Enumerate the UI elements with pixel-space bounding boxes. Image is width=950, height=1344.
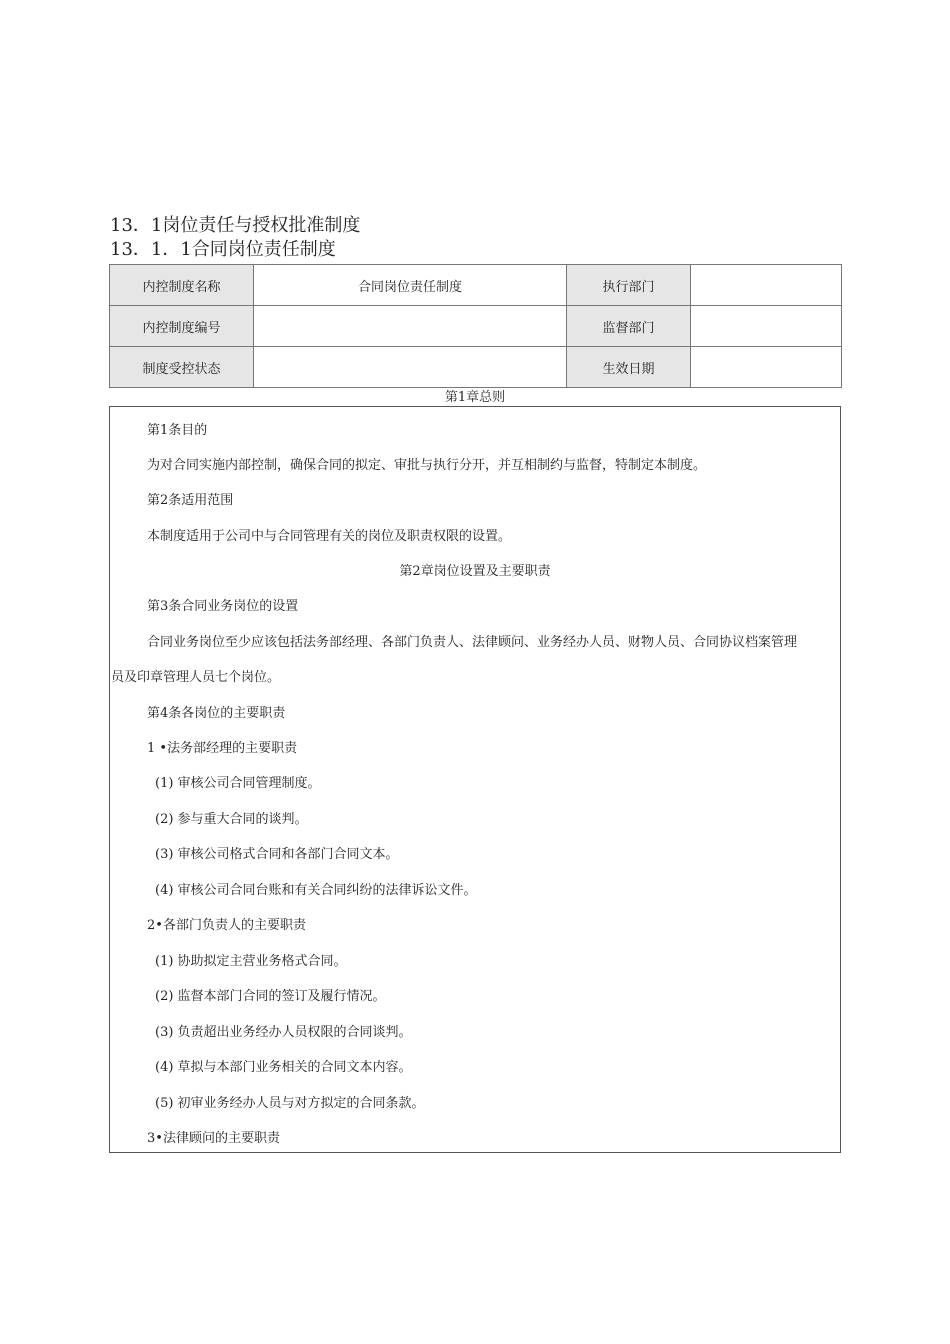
status-label-cell: 制度受控状态: [110, 347, 254, 388]
chapter-2-title: 第2章岗位设置及主要职责: [399, 564, 551, 579]
section-heading: 13．1岗位责任与授权批准制度: [110, 215, 361, 236]
table-row: [110, 265, 842, 306]
list-item: (5) 初审业务经办人员与对方拟定的合同条款。: [155, 1096, 425, 1111]
content-box: [109, 406, 841, 1153]
article-1-body: 为对合同实施内部控制，确保合同的拟定、审批与执行分开，并互相制约与监督，特制定本制度。: [147, 458, 707, 473]
list-item: (4) 草拟与本部门业务相关的合同文本内容。: [155, 1060, 412, 1075]
name-value-cell: 合同岗位责任制度: [254, 265, 567, 306]
chapter-1-title: 第1章总则: [444, 390, 506, 405]
status-value-cell: [254, 347, 567, 388]
list-item: (2) 参与重大合同的谈判。: [155, 812, 308, 827]
list-item: (2) 监督本部门合同的签订及履行情况。: [155, 989, 386, 1004]
article-3-body-line-2: 员及印章管理人员七个岗位。: [111, 670, 281, 685]
exec-dept-value-cell: [691, 265, 842, 306]
exec-dept-label-cell: 执行部门: [567, 265, 691, 306]
code-value-cell: [254, 306, 567, 347]
list-item: (1) 审核公司合同管理制度。: [155, 776, 321, 791]
supervise-dept-value-cell: [691, 306, 842, 347]
table-row: [110, 306, 842, 347]
subsection-heading: 13．1．1合同岗位责任制度: [110, 239, 336, 260]
list-item: (1) 协助拟定主营业务格式合同。: [155, 954, 347, 969]
effective-date-label-cell: 生效日期: [567, 347, 691, 388]
article-3-title: 第3条合同业务岗位的设置: [147, 599, 299, 614]
subsection-3-title: 3•法律顾问的主要职责: [147, 1131, 280, 1146]
name-label-cell: 内控制度名称: [110, 265, 254, 306]
article-1-title: 第1条目的: [147, 423, 208, 438]
article-4-title: 第4条各岗位的主要职责: [147, 706, 286, 721]
list-item: (3) 负责超出业务经办人员权限的合同谈判。: [155, 1025, 412, 1040]
supervise-dept-label-cell: 监督部门: [567, 306, 691, 347]
list-item: (4) 审核公司合同台账和有关合同纠纷的法律诉讼文件。: [155, 883, 477, 898]
article-2-body: 本制度适用于公司中与合同管理有关的岗位及职责权限的设置。: [147, 529, 512, 544]
effective-date-value-cell: [691, 347, 842, 388]
code-label-cell: 内控制度编号: [110, 306, 254, 347]
subsection-2-title: 2•各部门负责人的主要职责: [147, 918, 306, 933]
info-table: [109, 264, 842, 388]
subsection-1-title: 1 •法务部经理的主要职责: [147, 741, 298, 756]
table-row: [110, 347, 842, 388]
article-3-body-line-1: 合同业务岗位至少应该包括法务部经理、各部门负责人、法律顾问、业务经办人员、财物人员、合同协议档案管理: [147, 635, 798, 650]
list-item: (3) 审核公司格式合同和各部门合同文本。: [155, 847, 399, 862]
article-2-title: 第2条适用范围: [147, 493, 234, 508]
